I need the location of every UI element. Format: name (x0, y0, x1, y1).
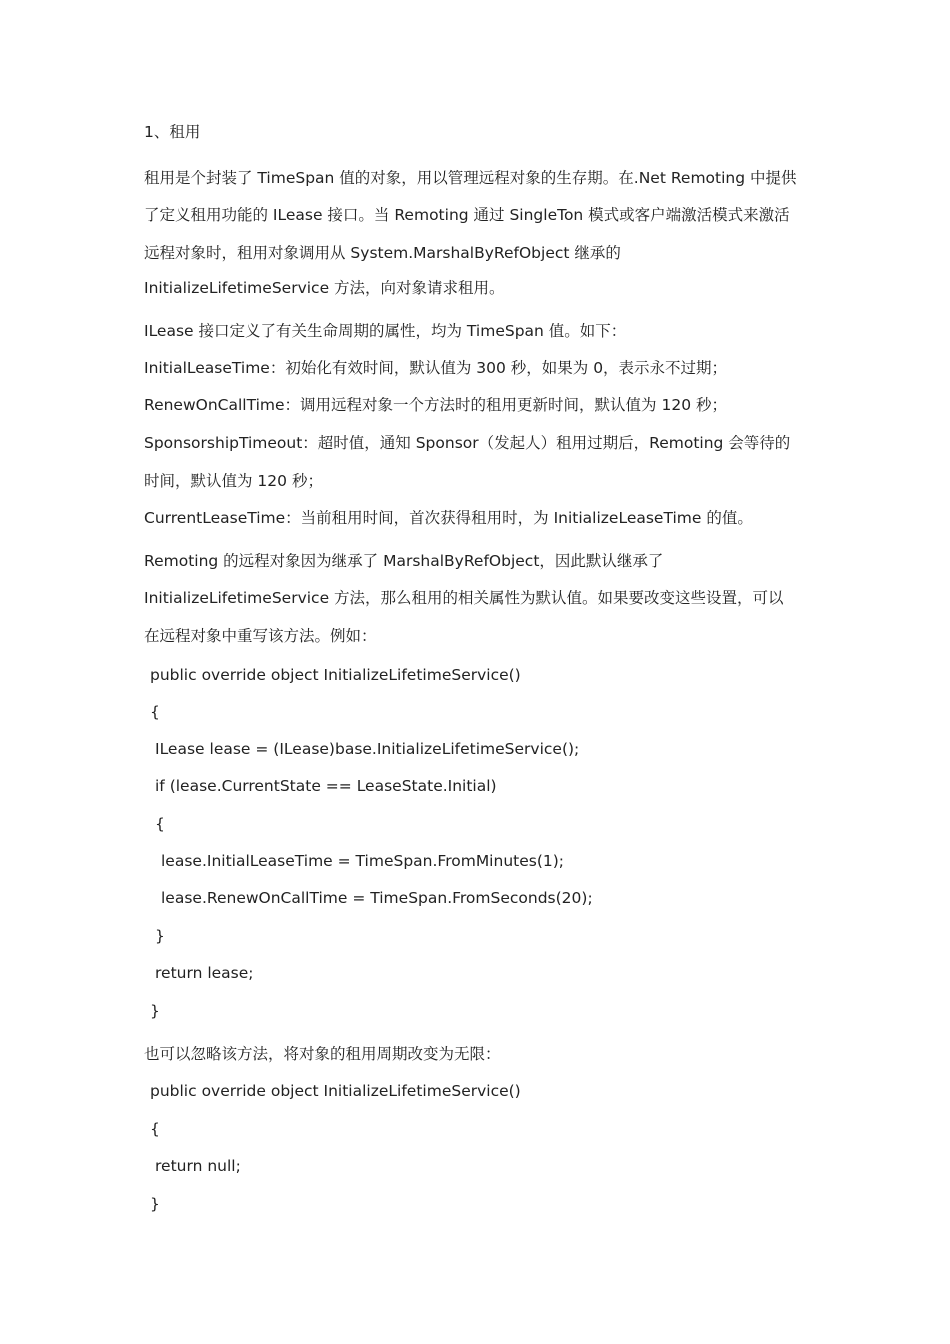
paragraph-line: InitializeLifetimeService 方法，那么租用的相关属性为默认值。如果要改变这些设置，可以 (144, 589, 784, 607)
code-line: } (155, 927, 165, 945)
code-line: { (150, 1120, 160, 1138)
paragraph-line: ILease 接口定义了有关生命周期的属性，均为 TimeSpan 值。如下： (144, 322, 627, 340)
paragraph-line: Remoting 的远程对象因为继承了 MarshalByRefObject，因此默认继承了 (144, 552, 664, 570)
code-line: } (150, 1002, 160, 1020)
code-line: lease.RenewOnCallTime = TimeSpan.FromSeconds(20); (161, 889, 593, 907)
code-line: public override object InitializeLifetimeService() (150, 666, 521, 684)
code-line: ILease lease = (ILease)base.InitializeLifetimeService(); (155, 740, 580, 758)
code-line: } (150, 1195, 160, 1213)
code-line: { (150, 703, 160, 721)
property-line: CurrentLeaseTime：当前租用时间，首次获得租用时，为 InitializeLeaseTime 的值。 (144, 509, 753, 527)
code-line: lease.InitialLeaseTime = TimeSpan.FromMinutes(1); (161, 852, 565, 870)
section-heading: 1、租用 (144, 123, 201, 141)
property-line: RenewOnCallTime：调用远程对象一个方法时的租用更新时间，默认值为 120 秒； (144, 396, 727, 414)
paragraph-line: InitializeLifetimeService 方法，向对象请求租用。 (144, 279, 505, 297)
paragraph-line: 在远程对象中重写该方法。例如： (144, 627, 377, 645)
code-line: return lease; (155, 964, 254, 982)
property-line: 时间，默认值为 120 秒； (144, 472, 323, 490)
code-line: return null; (155, 1157, 241, 1175)
code-line: { (155, 815, 165, 833)
code-line: if (lease.CurrentState == LeaseState.Initial) (155, 777, 497, 795)
property-line: InitialLeaseTime：初始化有效时间，默认值为 300 秒，如果为 0，表示永不过期； (144, 359, 728, 377)
paragraph-line: 远程对象时，租用对象调用从 System.MarshalByRefObject 继承的 (144, 244, 621, 262)
property-line: SponsorshipTimeout：超时值，通知 Sponsor（发起人）租用过期后，Remoting 会等待的 (144, 434, 791, 452)
paragraph-line: 也可以忽略该方法，将对象的租用周期改变为无限： (144, 1045, 501, 1063)
paragraph-line: 了定义租用功能的 ILease 接口。当 Remoting 通过 SingleTon 模式或客户端激活模式来激活 (144, 206, 790, 224)
code-line: public override object InitializeLifetimeService() (150, 1082, 521, 1100)
paragraph-line: 租用是个封装了 TimeSpan 值的对象，用以管理远程对象的生存期。在.Net Remoting 中提供 (144, 169, 797, 187)
